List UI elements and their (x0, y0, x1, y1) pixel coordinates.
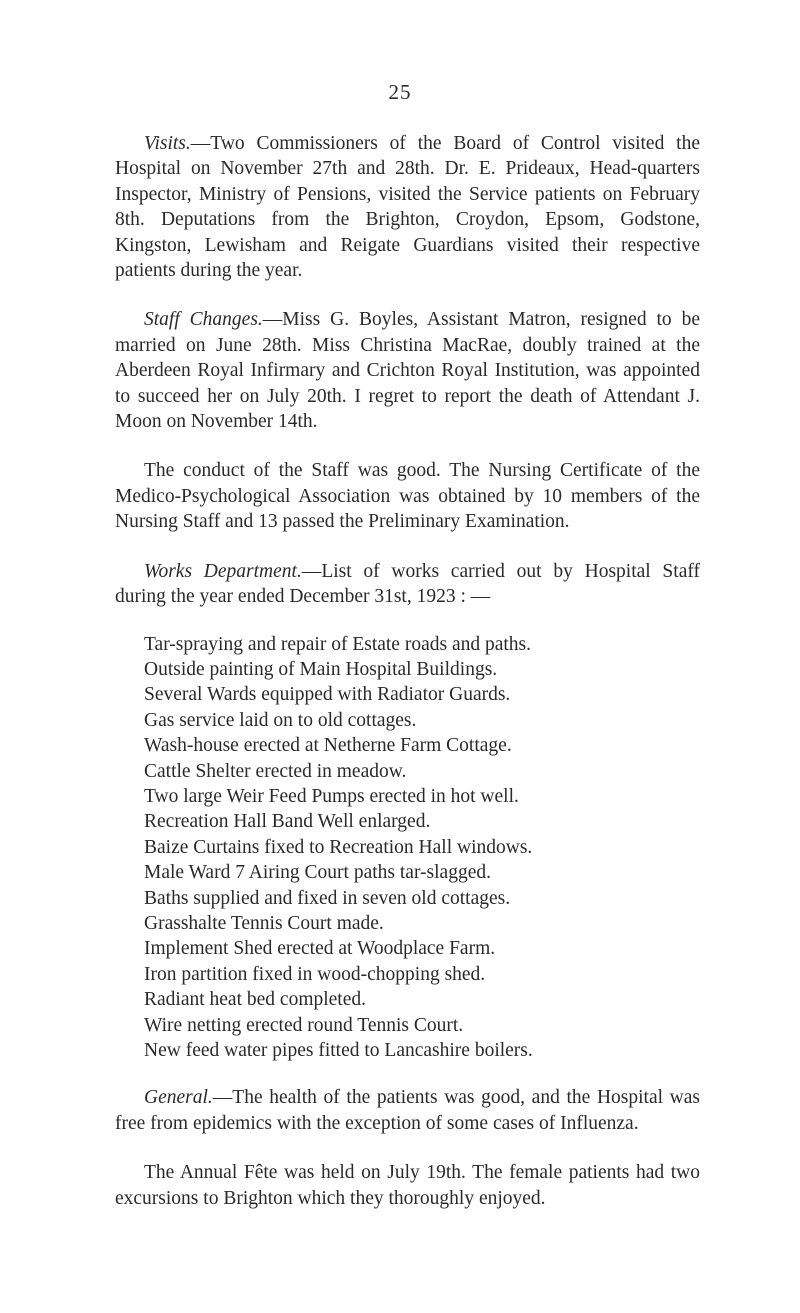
works-list-item: Male Ward 7 Airing Court paths tar-slagged. (144, 862, 491, 884)
page-number: 25 (388, 80, 412, 104)
works-list-item: Iron partition fixed in wood-chopping shed. (144, 963, 486, 985)
works-list-item: Tar-spraying and repair of Estate roads and paths. (144, 633, 532, 655)
works-list-item: Implement Shed erected at Woodplace Farm. (144, 938, 496, 960)
conduct-text: The conduct of the Staff was good. The Nursing Certificate of the Medico-Psychological Association was obtained by 10 members of the Nursing Staff and 13 passed the Preliminary Examination. (115, 460, 700, 533)
works-list-item: Baize Curtains fixed to Recreation Hall windows. (144, 836, 533, 858)
works-list-item: Wash-house erected at Netherne Farm Cottage. (144, 735, 512, 757)
visits-heading: Visits. (144, 133, 191, 154)
conduct-paragraph (115, 458, 700, 534)
works-list-item: Two large Weir Feed Pumps erected in hot well. (144, 785, 519, 807)
works-list-item: Baths supplied and fixed in seven old cottages. (144, 887, 511, 909)
works-list-item: Cattle Shelter erected in meadow. (144, 760, 407, 782)
works-list-item: Wire netting erected round Tennis Court. (144, 1014, 464, 1036)
works-list-item: Gas service laid on to old cottages. (144, 709, 417, 731)
visits-text: —Two Commissioners of the Board of Control visited the Hospital on November 27th and 28th. Dr. E. Prideaux, Head-quarters Inspector, Ministry of Pensions, visited the Service patients on February 8th. Deputations from the Brighton, Croydon, Epsom, Godstone, Kingston, Lewisham and Reigate Guardians visited their respective patients during the year. (115, 133, 700, 282)
works-list-item: Recreation Hall Band Well enlarged. (144, 811, 431, 833)
staff-changes-heading: Staff Changes. (144, 309, 263, 331)
staff-changes-text: —Miss G. Boyles, Assistant Matron, resigned to be married on June 28th. Miss Christina MacRae, doubly trained at the Aberdeen Royal Infirmary and Crichton Royal Institution, was appointed to succeed her on July 20th. I regret to report the death of Attendant J. Moon on November 14th. (115, 309, 700, 433)
works-paragraph (115, 559, 700, 610)
works-list-item: Radiant heat bed completed. (144, 989, 367, 1011)
general-paragraph (115, 1085, 700, 1136)
works-list-item: Outside painting of Main Hospital Buildings. (144, 658, 498, 680)
general-text: —The health of the patients was good, and the Hospital was free from epidemics with the exception of some cases of Influenza. (115, 1087, 700, 1134)
works-list-item: Several Wards equipped with Radiator Guards. (144, 684, 511, 706)
staff-changes-paragraph (115, 307, 700, 434)
works-list-item: Grasshalte Tennis Court made. (144, 912, 384, 934)
works-text: —List of works carried out by Hospital Staff during the year ended December 31st, 1923 : — (115, 560, 700, 608)
fete-paragraph (115, 1160, 700, 1211)
general-heading: General. (144, 1087, 213, 1109)
works-heading: Works Department. (144, 560, 302, 582)
works-list (144, 632, 700, 1064)
page-body (115, 131, 700, 1235)
works-list-item: New feed water pipes fitted to Lancashire boilers. (144, 1040, 533, 1061)
fete-text: The Annual Fête was held on July 19th. The female patients had two excursions to Brighton which they thoroughly enjoyed. (115, 1162, 700, 1209)
visits-paragraph (115, 131, 700, 283)
